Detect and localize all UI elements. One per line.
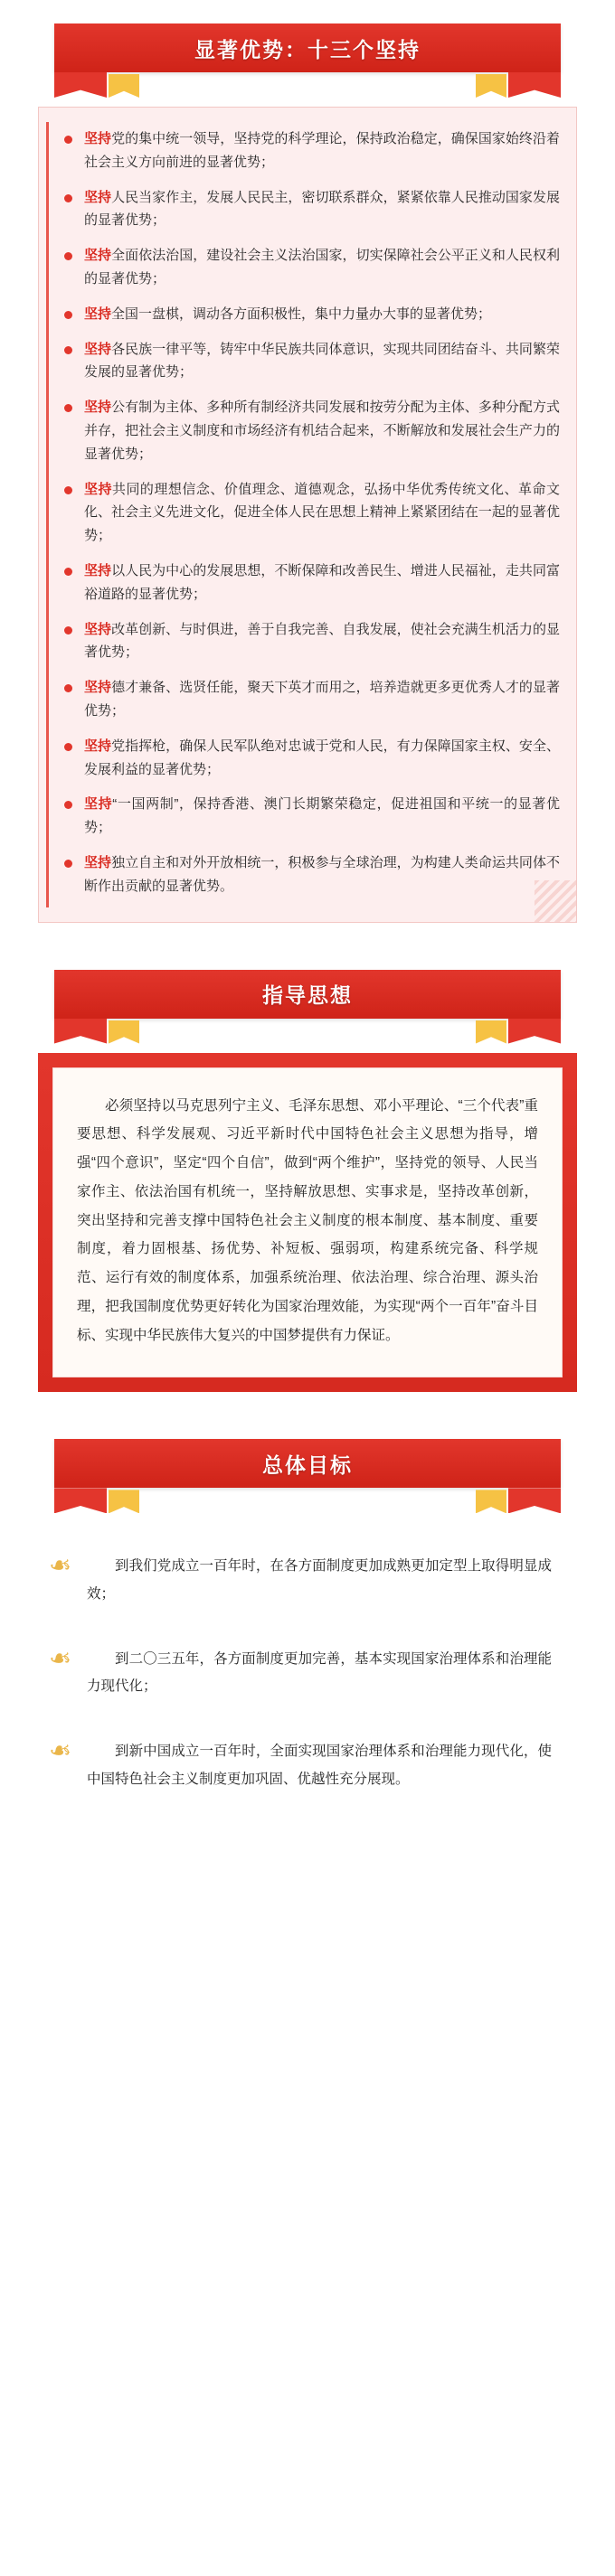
keyword: 坚持 [84,131,112,146]
ribbon-tail-accent-right [476,1490,506,1513]
ribbon-tail-accent-left [109,1490,139,1513]
list-item-text: 全面依法治国，建设社会主义法治国家，切实保障社会公平正义和人民权利的显著优势； [84,248,560,287]
list-item [36,1549,579,1611]
goal-text: 到我们党成立一百年时，在各方面制度更加成熟更加定型上取得明显成效； [87,1558,552,1602]
bullet-dot-icon [64,404,72,412]
bullet-dot-icon [64,311,72,319]
list-item [64,559,560,606]
keyword: 坚持 [84,796,113,813]
wheat-ear-icon: ❧ [49,1643,72,1674]
list-item [64,793,560,840]
banner-advantages [0,0,615,99]
wheat-ear-icon: ❧ [49,1551,72,1582]
list-item-text: 党的集中统一领导，坚持党的科学理论，保持政治稳定，确保国家始终沿着社会主义方向前进的显著优势； [84,131,560,170]
list-item-text: 改革创新、与时俱进，善于自我完善、自我发展，使社会充满生机活力的显著优势； [84,621,560,661]
list-item-text: “一国两制”，保持香港、澳门长期繁荣稳定，促进祖国和平统一的显著优势； [84,796,560,836]
bullet-dot-icon [64,684,72,692]
list-item-text: 独立自主和对外开放相统一，积极参与全球治理，为构建人类命运共同体不断作出贡献的显著优势。 [84,854,560,894]
keyword: 坚持 [84,306,112,322]
list-item-text: 全国一盘棋，调动各方面积极性，集中力量办大事的显著优势； [111,306,492,322]
list-item-text: 共同的理想信念、价值理念、道德观念，弘扬中华优秀传统文化、革命文化、社会主义先进文化，促进全体人民在思想上精神上紧紧团结在一起的显著优势； [84,481,560,544]
ribbon-tail-right [508,72,561,98]
keyword: 坚持 [84,562,112,578]
guiding-thought-card [38,1053,577,1393]
list-item [64,618,560,665]
keyword: 坚持 [84,400,112,416]
list-item [64,244,560,291]
overall-goals-list [18,1540,597,1796]
list-item [64,303,560,326]
list-item [36,1735,579,1796]
ribbon-tail-accent-right [476,74,506,98]
list-item [64,338,560,385]
ribbon-tail-left [54,1019,107,1044]
bullet-dot-icon [64,860,72,868]
bullet-dot-icon [64,346,72,354]
goal-text: 到二〇三五年，各方面制度更加完善，基本实现国家治理体系和治理能力现代化； [87,1650,552,1695]
section-title-advantages: 显著优势：十三个坚持 [194,37,421,61]
list-item [64,676,560,723]
ribbon-tail-right [508,1488,561,1513]
keyword: 坚持 [84,680,112,696]
list-item-text: 德才兼备、选贤任能，聚天下英才而用之，培养造就更多更优秀人才的显著优势； [84,680,560,719]
bullet-dot-icon [64,626,72,635]
list-item-text: 公有制为主体、多种所有制经济共同发展和按劳分配为主体、多种分配方式并存，把社会主义制度和市场经济有机结合起来，不断解放和发展社会生产力的显著优势； [84,400,560,462]
bullet-dot-icon [64,486,72,494]
ribbon-tails-overall-goals [54,1488,561,1515]
section-title-overall-goals: 总体目标 [262,1453,353,1477]
keyword: 坚持 [84,248,112,264]
bullet-dot-icon [64,743,72,751]
keyword: 坚持 [84,621,112,637]
list-item [64,478,560,548]
bullet-dot-icon [64,801,72,809]
list-item-text: 党指挥枪，确保人民军队绝对忠诚于党和人民，有力保障国家主权、安全、发展利益的显著优势； [84,738,560,777]
keyword: 坚持 [84,481,112,497]
bullet-dot-icon [64,194,72,202]
card-corner-decoration [535,880,576,922]
list-item [64,735,560,782]
ribbon-tail-left [54,72,107,98]
keyword: 坚持 [84,341,112,357]
banner-body-overall-goals [54,1439,561,1488]
guiding-thought-paragraph: 必须坚持以马克思列宁主义、毛泽东思想、邓小平理论、“三个代表”重要思想、科学发展观、习近平新时代中国特色社会主义思想为指导，增强“四个意识”，坚定“四个自信”，做到“两个维护”，坚持党的领导、人民当家作主、依法治国有机统一，坚持解放思想、实事求是，坚持改革创新，突出坚持和完善支撑中国特色社会主义制度的根本制度、基本制度、重要制度，着力固根基、扬优势、补短板、强弱项，构建系统完备、科学规范、运行有效的制度体系，加强系统治理、依法治理、综合治理、源头治理，把我国制度优势更好转化为国家治理效能，为实现“两个一百年”奋斗目标、实现中华民族伟大复兴的中国梦提供有力保证。 [52,1067,563,1378]
banner-body-guiding-thought [54,970,561,1019]
wheat-ear-icon: ❧ [49,1736,72,1767]
keyword: 坚持 [84,189,112,205]
bullet-dot-icon [64,136,72,144]
goal-text: 到新中国成立一百年时，全面实现国家治理体系和治理能力现代化，使中国特色社会主义制度更加巩固、优越性充分展现。 [87,1744,552,1787]
list-item-text: 各民族一律平等，铸牢中华民族共同体意识，实现共同团结奋斗、共同繁荣发展的显著优势； [84,341,560,381]
bullet-dot-icon [64,568,72,576]
list-item-text: 以人民为中心的发展思想，不断保障和改善民生、增进人民福祉，走共同富裕道路的显著优势； [84,562,560,602]
ribbon-tail-right [508,1019,561,1044]
advantages-card [38,107,577,923]
ribbon-tail-accent-left [109,1020,139,1044]
banner-body-advantages [54,24,561,72]
card-left-rail [46,122,49,907]
keyword: 坚持 [84,738,112,754]
banner-overall-goals [0,1415,615,1515]
bullet-dot-icon [64,252,72,260]
ribbon-tail-accent-left [109,74,139,98]
advantages-list [53,127,560,898]
section-title-guiding-thought: 指导思想 [262,983,353,1008]
list-item [36,1642,579,1704]
list-item [64,127,560,174]
keyword: 坚持 [84,854,112,870]
list-item [64,396,560,465]
ribbon-tail-accent-right [476,1020,506,1044]
ribbon-tails-advantages [54,72,561,99]
banner-guiding-thought [0,946,615,1046]
list-item [64,851,560,898]
list-item-text: 人民当家作主，发展人民民主，密切联系群众，紧紧依靠人民推动国家发展的显著优势； [84,189,560,229]
list-item [64,186,560,233]
ribbon-tail-left [54,1488,107,1513]
ribbon-tails-guiding-thought [54,1019,561,1046]
